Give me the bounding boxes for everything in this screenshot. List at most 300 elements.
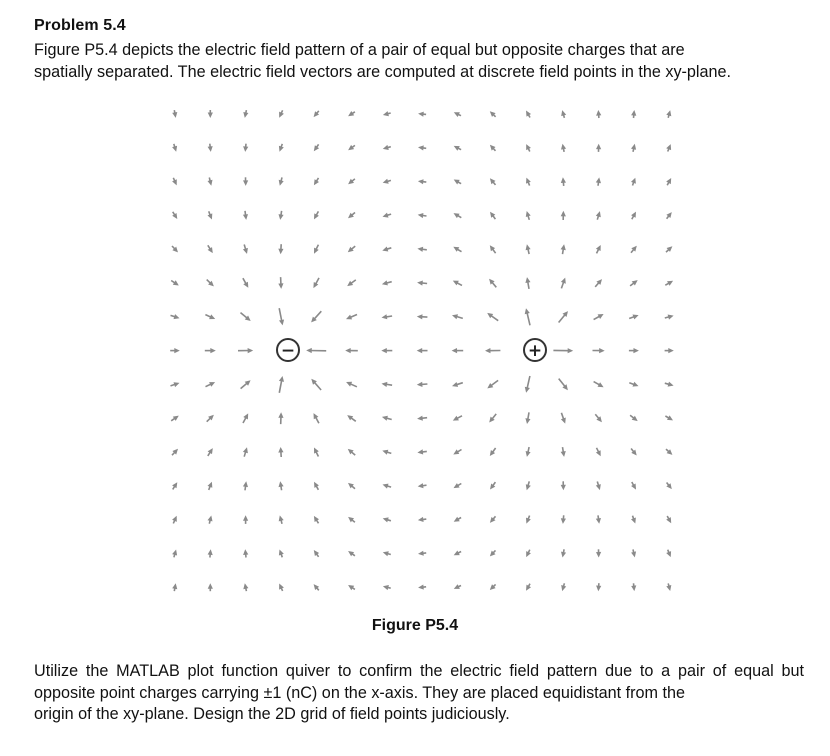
- field-vector: [314, 144, 319, 151]
- field-vector: [279, 515, 284, 523]
- field-vector: [417, 281, 427, 286]
- field-vector-head: [383, 179, 389, 184]
- field-vector-head: [243, 214, 248, 220]
- field-vector-head: [452, 382, 458, 387]
- field-vector-head: [668, 348, 674, 353]
- field-vector: [561, 110, 566, 118]
- field-vector: [418, 145, 426, 150]
- field-vector: [382, 382, 393, 387]
- field-vector: [594, 314, 604, 320]
- field-vector: [314, 550, 319, 557]
- field-vector: [452, 314, 463, 319]
- field-vector: [596, 583, 601, 591]
- field-vector-head: [561, 418, 566, 424]
- field-vector: [631, 110, 636, 118]
- field-vector: [561, 549, 566, 557]
- field-vector-head: [668, 382, 674, 387]
- field-vector-head: [596, 211, 601, 217]
- field-vector: [666, 144, 671, 151]
- field-vector: [383, 517, 391, 522]
- electric-field-figure: [148, 100, 683, 610]
- field-vector: [526, 211, 531, 220]
- field-vector-head: [417, 281, 423, 286]
- field-vector: [631, 449, 637, 456]
- field-vector: [561, 515, 566, 524]
- field-vector: [171, 314, 180, 319]
- field-vector: [561, 177, 566, 186]
- field-vector: [418, 585, 426, 590]
- field-vector-head: [382, 382, 388, 387]
- field-vector-head: [243, 180, 248, 186]
- field-vector: [490, 482, 495, 489]
- field-vector: [172, 449, 178, 455]
- field-vector: [490, 550, 496, 556]
- field-vector: [454, 551, 461, 556]
- field-vector: [666, 483, 672, 490]
- field-vector-head: [345, 348, 351, 353]
- field-vector: [452, 348, 464, 353]
- field-vector: [279, 177, 284, 185]
- field-vector: [418, 483, 427, 488]
- field-vector-head: [561, 552, 566, 558]
- field-vector-head: [631, 178, 636, 184]
- field-vector: [665, 315, 674, 320]
- problem-task: [34, 661, 804, 726]
- field-vector: [417, 449, 426, 454]
- field-vector: [526, 584, 531, 591]
- field-vector-head: [525, 387, 530, 393]
- field-vector-head: [172, 146, 177, 152]
- field-vector: [207, 280, 214, 287]
- field-vector-head: [208, 549, 213, 555]
- field-vector: [314, 516, 319, 523]
- field-vector-head: [417, 382, 423, 387]
- field-vector-head: [172, 550, 177, 556]
- field-vector-head: [596, 177, 601, 183]
- field-vector: [311, 379, 321, 390]
- positive-charge-symbol: +: [527, 341, 543, 361]
- field-vector-head: [452, 348, 458, 353]
- field-vector: [172, 516, 177, 524]
- field-vector: [311, 311, 321, 322]
- field-vector: [172, 144, 177, 152]
- field-vector: [490, 145, 496, 151]
- field-vector: [383, 179, 391, 184]
- field-vector: [243, 413, 248, 423]
- field-vector-head: [418, 585, 424, 590]
- field-vector-head: [561, 485, 566, 491]
- field-vector: [631, 583, 636, 591]
- field-vector: [526, 516, 531, 524]
- field-vector: [561, 244, 566, 254]
- field-vector: [490, 111, 496, 117]
- field-vector-head: [631, 551, 636, 557]
- field-vector-head: [208, 113, 213, 119]
- field-vector: [383, 585, 391, 590]
- field-vector-head: [172, 112, 177, 118]
- field-vector-head: [417, 348, 423, 353]
- field-vector-head: [383, 484, 389, 489]
- field-vector: [490, 448, 496, 456]
- field-vector: [453, 281, 462, 286]
- field-vector: [485, 348, 500, 353]
- field-vector: [241, 380, 251, 388]
- field-vector: [631, 212, 636, 220]
- field-vector: [525, 412, 530, 424]
- field-vector-head: [383, 551, 389, 556]
- field-vector: [526, 111, 531, 118]
- field-vector: [172, 550, 177, 558]
- field-vector: [417, 247, 426, 252]
- field-vector: [666, 583, 671, 591]
- field-vector: [383, 111, 391, 116]
- field-vector-head: [418, 483, 424, 488]
- field-vector: [171, 382, 180, 387]
- field-vector: [596, 482, 601, 491]
- field-vector: [348, 213, 355, 219]
- field-vector: [559, 311, 568, 322]
- field-vector: [382, 416, 392, 421]
- field-vector: [383, 213, 392, 218]
- field-vector: [561, 144, 566, 152]
- field-vector: [383, 484, 392, 489]
- field-vector-head: [561, 211, 566, 217]
- field-vector: [596, 245, 601, 253]
- field-vector: [243, 549, 248, 557]
- field-vector: [208, 583, 213, 591]
- field-vector: [454, 483, 462, 488]
- field-vector: [314, 413, 319, 423]
- task-line-2: but opposite point charges carrying ±1 (nC) on the x-axis. They are placed equidistant from the: [34, 662, 805, 702]
- field-vector: [666, 178, 671, 185]
- field-vector: [631, 144, 636, 152]
- field-vector: [314, 211, 319, 219]
- field-vector: [314, 482, 319, 490]
- field-vector-head: [633, 348, 639, 353]
- field-vector: [208, 110, 213, 118]
- field-vector: [487, 380, 498, 388]
- field-vector-head: [382, 314, 388, 319]
- field-vector: [593, 348, 605, 353]
- field-vector-head: [631, 110, 636, 116]
- field-vector: [526, 144, 531, 151]
- field-vector: [208, 549, 213, 557]
- field-vector-head: [561, 585, 566, 591]
- field-vector: [208, 245, 213, 253]
- field-vector: [243, 177, 248, 186]
- field-vector: [526, 447, 531, 457]
- field-vector: [631, 246, 637, 253]
- field-vector: [205, 348, 216, 353]
- field-vector-head: [243, 583, 248, 589]
- field-vector: [630, 415, 638, 421]
- field-vector: [666, 246, 672, 252]
- field-vector-head: [174, 382, 180, 387]
- field-vector-head: [172, 583, 177, 589]
- field-vector-head: [418, 517, 424, 522]
- field-vector: [417, 416, 427, 421]
- field-vector-head: [243, 248, 248, 254]
- field-vector: [172, 110, 177, 118]
- field-vector: [525, 277, 530, 289]
- field-vector: [666, 550, 671, 557]
- field-vector-head: [631, 585, 636, 591]
- field-vector: [381, 348, 392, 353]
- field-vector-head: [666, 585, 671, 591]
- field-vector: [347, 280, 356, 286]
- field-vector-head: [208, 180, 213, 186]
- field-vector: [417, 348, 428, 353]
- field-vector-head: [208, 146, 213, 152]
- field-vector: [243, 110, 248, 118]
- problem-intro: [34, 40, 804, 83]
- field-vector-head: [418, 551, 424, 556]
- field-vector: [383, 551, 391, 556]
- field-vector: [453, 449, 461, 454]
- field-vector-head: [666, 110, 671, 116]
- field-vector: [243, 144, 248, 152]
- field-vector: [171, 280, 179, 285]
- field-vector: [526, 244, 531, 254]
- field-vector-head: [596, 552, 601, 558]
- field-vector: [553, 348, 573, 353]
- field-vector: [348, 517, 355, 523]
- field-vector: [172, 246, 178, 252]
- field-vector: [314, 111, 320, 117]
- field-vector: [348, 483, 355, 489]
- field-vector: [279, 211, 284, 220]
- field-vector: [454, 112, 461, 117]
- field-vector: [418, 112, 426, 117]
- field-vector: [172, 178, 177, 186]
- field-vector: [561, 447, 566, 457]
- field-vector-head: [526, 451, 531, 457]
- field-vector: [278, 447, 283, 457]
- field-vector: [454, 213, 462, 218]
- field-vector-head: [561, 177, 566, 183]
- field-vector: [596, 448, 601, 456]
- field-vector: [208, 144, 213, 152]
- field-vector: [348, 246, 355, 252]
- field-vector: [243, 278, 248, 288]
- field-vector: [595, 414, 602, 422]
- field-vector: [243, 211, 248, 220]
- field-vector: [314, 178, 319, 185]
- field-vector-head: [417, 247, 423, 252]
- field-vector: [279, 144, 284, 152]
- field-vector: [417, 314, 428, 319]
- field-vector: [666, 110, 671, 118]
- field-vector-head: [561, 244, 566, 250]
- field-vector: [348, 551, 355, 556]
- field-vector-head: [525, 308, 530, 314]
- field-vector: [453, 416, 462, 421]
- field-vector: [526, 178, 531, 186]
- field-vector: [595, 279, 602, 287]
- field-vector: [526, 550, 531, 557]
- field-vector-head: [525, 418, 530, 424]
- field-vector: [278, 244, 283, 254]
- field-vector-head: [631, 144, 636, 150]
- field-vector: [314, 448, 319, 457]
- field-vector-head: [526, 211, 531, 217]
- field-vector: [243, 447, 248, 456]
- field-vector-head: [383, 111, 389, 116]
- intro-line-1: Figure P5.4 depicts the electric field pattern of a pair of equal but opposite charges that are: [34, 41, 685, 59]
- field-vector-head: [243, 112, 248, 118]
- field-vector: [314, 245, 319, 254]
- field-vector: [346, 382, 357, 387]
- field-vector-head: [568, 348, 574, 353]
- field-vector: [170, 348, 180, 353]
- field-vector: [665, 348, 674, 353]
- field-vector-head: [382, 280, 388, 285]
- field-vector: [525, 376, 530, 393]
- field-vector: [208, 211, 213, 219]
- field-vector-head: [418, 179, 424, 184]
- field-vector-head: [561, 144, 566, 150]
- field-vector: [561, 413, 566, 424]
- field-vector: [382, 280, 392, 285]
- field-vector: [279, 376, 284, 393]
- field-vector-head: [208, 516, 213, 522]
- field-vector-head: [596, 484, 601, 490]
- field-vector-head: [668, 315, 674, 320]
- field-vector-head: [418, 213, 424, 218]
- field-vector: [172, 212, 177, 219]
- field-vector-head: [279, 376, 284, 382]
- field-vector: [452, 382, 463, 387]
- field-vector: [347, 415, 356, 421]
- field-vector-head: [485, 348, 491, 353]
- field-vector-head: [383, 213, 389, 218]
- field-vector: [629, 315, 638, 320]
- field-vector: [490, 516, 496, 523]
- field-vector: [205, 314, 215, 319]
- field-vector-head: [243, 146, 248, 152]
- field-vector: [454, 180, 461, 185]
- field-vector-head: [174, 348, 180, 353]
- field-vector: [383, 145, 391, 150]
- field-vector: [666, 212, 671, 219]
- field-vector: [348, 145, 355, 150]
- field-vector: [561, 481, 566, 490]
- field-vector-head: [278, 249, 283, 255]
- field-vector-head: [452, 314, 458, 319]
- field-plot: [148, 100, 683, 610]
- field-vector-head: [279, 481, 284, 487]
- field-vector: [665, 382, 674, 387]
- field-vector: [490, 584, 496, 590]
- field-vector-head: [418, 145, 424, 150]
- field-vector: [629, 382, 638, 387]
- field-vector-head: [174, 314, 180, 319]
- field-vector: [382, 314, 393, 319]
- field-vector: [490, 245, 496, 253]
- field-vector-head: [382, 450, 388, 455]
- task-line-3: origin of the xy-plane. Design the 2D grid of field points judiciously.: [34, 705, 510, 723]
- field-vector: [631, 482, 636, 490]
- field-vector: [279, 110, 284, 117]
- field-vector-head: [382, 247, 388, 252]
- field-vector: [666, 516, 671, 523]
- field-vector-head: [631, 518, 636, 524]
- field-vector: [665, 415, 673, 420]
- field-vector-head: [526, 484, 531, 490]
- field-vector-head: [210, 348, 216, 353]
- field-vector: [665, 281, 673, 286]
- field-vector: [243, 515, 248, 524]
- field-vector-head: [561, 518, 566, 524]
- field-vector-head: [279, 320, 284, 326]
- field-vector: [172, 482, 177, 489]
- field-vector: [417, 382, 428, 387]
- field-vector: [208, 482, 213, 490]
- field-vector: [279, 308, 284, 325]
- field-vector-head: [278, 447, 283, 453]
- field-vector: [171, 416, 179, 421]
- field-vector: [278, 277, 283, 289]
- field-vector-head: [279, 180, 284, 186]
- field-vector: [596, 110, 601, 118]
- problem-title: Problem 5.4: [34, 17, 126, 34]
- field-vector: [348, 111, 355, 116]
- field-vector-head: [208, 583, 213, 589]
- field-vector: [489, 279, 496, 288]
- field-vector-head: [279, 146, 284, 152]
- field-vector: [313, 278, 319, 288]
- field-vectors: [170, 110, 674, 591]
- field-vector: [487, 313, 498, 321]
- field-vector: [418, 213, 427, 218]
- field-vector-head: [561, 451, 566, 457]
- field-vector-head: [596, 518, 601, 524]
- field-vector: [208, 178, 213, 186]
- field-vector: [631, 516, 636, 524]
- field-vector: [490, 178, 496, 185]
- field-vector-head: [243, 447, 248, 453]
- field-vector: [418, 517, 426, 522]
- field-vector: [629, 348, 639, 353]
- field-vector: [559, 379, 568, 391]
- field-vector-head: [306, 348, 312, 353]
- field-vector-head: [278, 283, 283, 289]
- field-vector: [207, 415, 214, 422]
- field-vector: [208, 516, 213, 524]
- field-vector-head: [561, 110, 566, 116]
- negative-charge-symbol: −: [280, 341, 296, 361]
- field-vector: [525, 308, 530, 325]
- field-vector-head: [417, 449, 423, 454]
- field-vector: [279, 550, 284, 558]
- field-vector: [630, 280, 638, 286]
- field-vector: [345, 348, 358, 353]
- field-vector: [306, 348, 326, 353]
- field-vector-head: [382, 416, 388, 421]
- field-vector-head: [417, 416, 423, 421]
- field-vector-head: [596, 586, 601, 592]
- field-vector-head: [383, 585, 389, 590]
- field-vector-head: [243, 481, 248, 487]
- field-vector-head: [561, 278, 566, 284]
- field-vector: [241, 313, 251, 321]
- field-vector-head: [633, 382, 639, 387]
- field-vector-head: [599, 348, 605, 353]
- field-vector: [346, 315, 357, 320]
- field-vector-head: [418, 112, 424, 117]
- field-vector: [238, 348, 253, 353]
- field-vector-head: [633, 315, 639, 320]
